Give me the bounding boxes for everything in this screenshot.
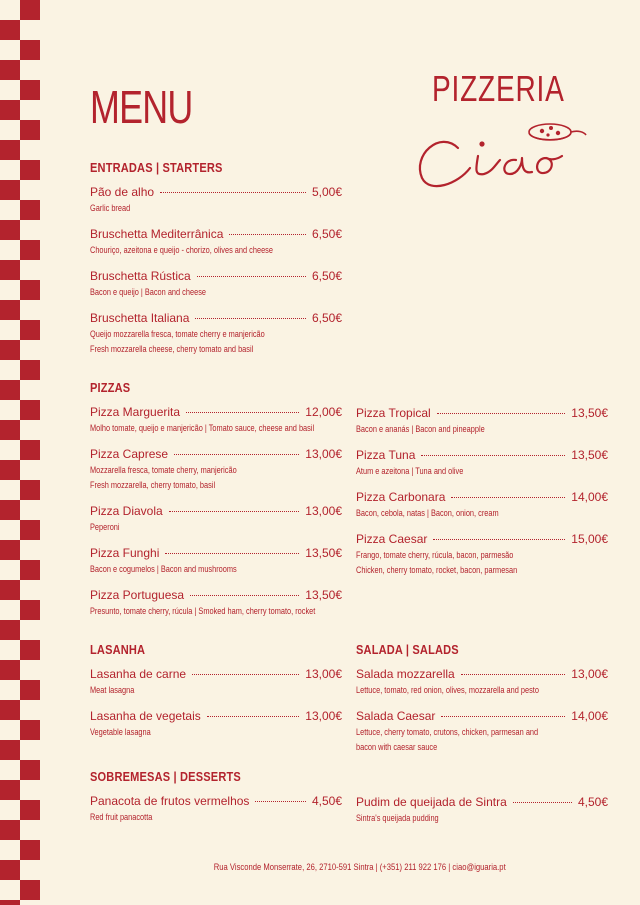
- dot-leader: [165, 553, 299, 554]
- item-description: Lettuce, cherry tomato, crutons, chicken, parmesan and: [356, 727, 539, 737]
- item-price: 14,00€: [571, 490, 608, 504]
- item-description: Bacon e queijo | Bacon and cheese: [90, 287, 206, 297]
- item-name: Pizza Funghi: [90, 546, 160, 560]
- dot-leader: [197, 276, 306, 277]
- item-price: 13,50€: [305, 546, 342, 560]
- menu-item: [90, 185, 342, 215]
- section-desserts-col2: [356, 795, 608, 837]
- menu-item: [90, 794, 342, 824]
- menu-item: [90, 269, 342, 299]
- logo-script-image: [400, 60, 600, 210]
- item-description: Garlic bread: [90, 203, 131, 213]
- item-description: Peperoni: [90, 522, 120, 532]
- item-name: Pizza Tuna: [356, 448, 416, 462]
- dot-leader: [441, 716, 565, 717]
- menu-item: [90, 504, 342, 534]
- item-price: 13,00€: [571, 667, 608, 681]
- menu-item: [90, 588, 342, 618]
- menu-item: [90, 447, 342, 492]
- dot-leader: [451, 497, 565, 498]
- dot-leader: [421, 455, 565, 456]
- item-description: Meat lasagna: [90, 685, 135, 695]
- dot-leader: [255, 801, 306, 802]
- dot-leader: [160, 192, 306, 193]
- item-description: Fresh mozzarella cheese, cherry tomato and basil: [90, 344, 254, 354]
- dot-leader: [207, 716, 300, 717]
- item-description: Molho tomate, queijo e manjericão | Tomato sauce, cheese and basil: [90, 423, 315, 433]
- item-name: Pizza Tropical: [356, 406, 431, 420]
- menu-item: [356, 795, 608, 825]
- item-price: 6,50€: [311, 269, 342, 283]
- section-heading: ENTRADAS | STARTERS: [90, 160, 223, 175]
- item-price: 13,00€: [305, 709, 342, 723]
- dot-leader: [513, 802, 572, 803]
- section-desserts: [90, 769, 342, 836]
- dot-leader: [186, 412, 299, 413]
- item-name: Pizza Portuguesa: [90, 588, 185, 602]
- item-description: Mozzarella fresca, tomate cherry, manjericão: [90, 465, 237, 475]
- item-description: bacon with caesar sauce: [356, 742, 438, 752]
- section-lasagna: [90, 642, 342, 751]
- menu-item: [90, 405, 342, 435]
- menu-item: [90, 546, 342, 576]
- item-name: Pudim de queijada de Sintra: [356, 795, 507, 809]
- menu-item: [90, 311, 342, 356]
- item-name: Pão de alho: [90, 185, 155, 199]
- checkerboard-border: [0, 0, 40, 905]
- item-price: 12,00€: [305, 405, 342, 419]
- menu-item: [356, 667, 608, 697]
- item-description: Queijo mozzarella fresca, tomate cherry e manjericão: [90, 329, 265, 339]
- item-description: Fresh mozzarella, cherry tomato, basil: [90, 480, 216, 490]
- dot-leader: [190, 595, 299, 596]
- page-title: MENU: [90, 81, 193, 133]
- item-name: Salada mozzarella: [356, 667, 455, 681]
- section-starters: [90, 160, 342, 368]
- item-name: Bruschetta Italiana: [90, 311, 190, 325]
- item-price: 13,50€: [305, 588, 342, 602]
- footer-contact: [0, 862, 640, 872]
- section-salads: [356, 642, 608, 766]
- item-description: Lettuce, tomato, red onion, olives, mozzarella and pesto: [356, 685, 539, 695]
- item-description: Sintra's queijada pudding: [356, 813, 439, 823]
- dot-leader: [437, 413, 566, 414]
- section-heading: SOBREMESAS | DESSERTS: [90, 769, 241, 784]
- item-price: 13,00€: [305, 447, 342, 461]
- item-price: 6,50€: [311, 311, 342, 325]
- item-name: Bruschetta Rústica: [90, 269, 191, 283]
- item-description: Bacon e ananás | Bacon and pineapple: [356, 424, 485, 434]
- item-description: Atum e azeitona | Tuna and olive: [356, 466, 464, 476]
- item-price: 13,50€: [571, 406, 608, 420]
- item-name: Lasanha de carne: [90, 667, 187, 681]
- item-price: 5,00€: [311, 185, 342, 199]
- item-description: Bacon, cebola, natas | Bacon, onion, cream: [356, 508, 499, 518]
- item-description: Chouriço, azeitona e queijo - chorizo, olives and cheese: [90, 245, 273, 255]
- dot-leader: [229, 234, 306, 235]
- item-price: 4,50€: [577, 795, 608, 809]
- item-description: Red fruit panacotta: [90, 812, 153, 822]
- logo-name: PIZZERIA: [432, 68, 565, 109]
- dot-leader: [461, 674, 566, 675]
- menu-item: [356, 406, 608, 436]
- item-price: 6,50€: [311, 227, 342, 241]
- section-heading: SALADA | SALADS: [356, 642, 459, 657]
- item-description: Bacon e cogumelos | Bacon and mushrooms: [90, 564, 237, 574]
- menu-item: [356, 532, 608, 577]
- dot-leader: [433, 539, 565, 540]
- item-price: 13,50€: [571, 448, 608, 462]
- menu-item: [356, 709, 608, 754]
- menu-item: [90, 667, 342, 697]
- pizzeria-logo: [400, 60, 600, 210]
- footer-text: Rua Visconde Monserrate, 26, 2710-591 Sintra | (+351) 211 922 176 | ciao@iguaria.pt: [214, 862, 506, 872]
- item-price: 15,00€: [571, 532, 608, 546]
- menu-item: [90, 709, 342, 739]
- dot-leader: [169, 511, 300, 512]
- item-name: Pizza Caesar: [356, 532, 428, 546]
- item-description: Presunto, tomate cherry, rúcula | Smoked ham, cherry tomato, rocket: [90, 606, 316, 616]
- item-price: 13,00€: [305, 667, 342, 681]
- section-pizzas: [90, 380, 342, 630]
- item-description: Chicken, cherry tomato, rocket, bacon, parmesan: [356, 565, 518, 575]
- item-description: Vegetable lasagna: [90, 727, 151, 737]
- dot-leader: [192, 674, 299, 675]
- item-name: Bruschetta Mediterrânica: [90, 227, 224, 241]
- menu-item: [356, 448, 608, 478]
- item-name: Pizza Carbonara: [356, 490, 446, 504]
- item-name: Pizza Caprese: [90, 447, 169, 461]
- item-price: 14,00€: [571, 709, 608, 723]
- item-name: Pizza Marguerita: [90, 405, 181, 419]
- section-pizzas-col2: [356, 406, 608, 589]
- item-price: 13,00€: [305, 504, 342, 518]
- item-name: Lasanha de vegetais: [90, 709, 201, 723]
- section-heading: LASANHA: [90, 642, 146, 657]
- item-name: Salada Caesar: [356, 709, 436, 723]
- dot-leader: [174, 454, 299, 455]
- menu-item: [90, 227, 342, 257]
- section-heading: PIZZAS: [90, 380, 131, 395]
- item-name: Panacota de frutos vermelhos: [90, 794, 250, 808]
- dot-leader: [195, 318, 306, 319]
- item-description: Frango, tomate cherry, rúcula, bacon, parmesão: [356, 550, 514, 560]
- item-name: Pizza Diavola: [90, 504, 163, 518]
- item-price: 4,50€: [311, 794, 342, 808]
- menu-item: [356, 490, 608, 520]
